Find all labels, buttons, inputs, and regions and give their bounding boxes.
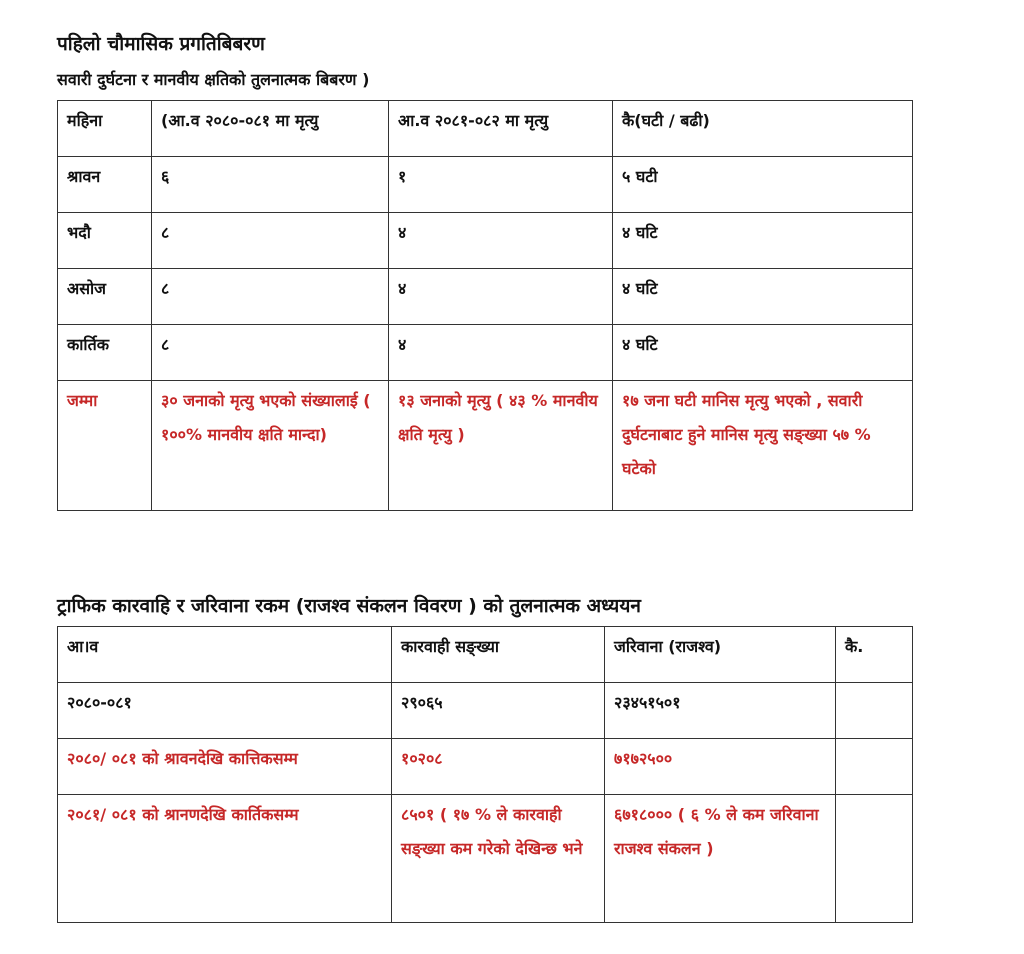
total-2081-082: १३ जनाको मृत्यु ( ४३ % मानवीय क्षति मृत्यु ) (389, 381, 613, 511)
table-cell: भदौ (58, 213, 152, 269)
table-row (58, 795, 913, 923)
section2-title: ट्राफिक कारवाहि र जरिवाना रकम (राजश्व संकलन विवरण ) को तुलनात्मक अध्ययन (57, 595, 641, 617)
table-cell (836, 795, 913, 923)
table-cell: २३४५१५०१ (605, 683, 836, 739)
table-cell: श्रावन (58, 157, 152, 213)
table-row (58, 683, 913, 739)
table-cell: २०८०-०८१ (58, 683, 392, 739)
total-row (58, 381, 913, 511)
table-cell: २०८१/ ०८१ को श्रानणदेखि कार्तिकसम्म (58, 795, 392, 923)
table-cell: ४ घटि (613, 325, 913, 381)
report-subtitle: सवारी दुर्घटना र मानवीय क्षतिको तुलनात्मक बिबरण ) (57, 70, 370, 89)
table-row (58, 213, 913, 269)
table-cell: ६७१८००० ( ६ % ले कम जरिवाना राजश्व संकलन ) (605, 795, 836, 923)
report-title: पहिलो चौमासिक प्रगतिबिबरण (57, 33, 265, 55)
header-action-count: कारवाही सङ्ख्या (392, 627, 605, 683)
table-header-row (58, 627, 913, 683)
table-cell: ४ (389, 269, 613, 325)
table-cell: कार्तिक (58, 325, 152, 381)
total-remarks: १७ जना घटी मानिस मृत्यु भएको , सवारी दुर्घटनाबाट हुने मानिस मृत्यु सङ्ख्या ५७ % घटेको (613, 381, 913, 511)
table-cell: २०८०/ ०८१ को श्रावनदेखि कात्तिकसम्म (58, 739, 392, 795)
table-row (58, 739, 913, 795)
table-cell: ८ (152, 325, 389, 381)
table-cell: ८ (152, 269, 389, 325)
table-row (58, 269, 913, 325)
table-cell: ६ (152, 157, 389, 213)
table-cell: ७१७२५०० (605, 739, 836, 795)
table-cell: ५ घटी (613, 157, 913, 213)
table-cell: ४ (389, 325, 613, 381)
table-cell: ४ घटि (613, 213, 913, 269)
table-header-row (58, 101, 913, 157)
table-row (58, 325, 913, 381)
table-cell: १ (389, 157, 613, 213)
traffic-action-fine-table (57, 626, 913, 923)
header-month: महिना (58, 101, 152, 157)
accident-comparison-table (57, 100, 913, 511)
table-cell: १०२०८ (392, 739, 605, 795)
table-cell: ४ घटि (613, 269, 913, 325)
header-deaths-2081-082: आ.व २०८१-०८२ मा मृत्यु (389, 101, 613, 157)
table-cell: २९०६५ (392, 683, 605, 739)
table-row (58, 157, 913, 213)
total-label: जम्मा (58, 381, 152, 511)
table-cell (836, 739, 913, 795)
header-deaths-2080-081: (आ.व २०८०-०८१ मा मृत्यु (152, 101, 389, 157)
header-fiscal-year: आ।व (58, 627, 392, 683)
header-fine-revenue: जरिवाना (राजश्व) (605, 627, 836, 683)
table-cell (836, 683, 913, 739)
header-remarks: कै. (836, 627, 913, 683)
header-remarks: कै(घटी / बढी) (613, 101, 913, 157)
total-2080-081: ३० जनाको मृत्यु भएको संख्यालाई ( १००% मानवीय क्षति मान्दा) (152, 381, 389, 511)
table-cell: असोज (58, 269, 152, 325)
table-cell: ८ (152, 213, 389, 269)
table-cell: ४ (389, 213, 613, 269)
table-cell: ८५०१ ( १७ % ले कारवाही सङ्ख्या कम गरेको देखिन्छ भने (392, 795, 605, 923)
